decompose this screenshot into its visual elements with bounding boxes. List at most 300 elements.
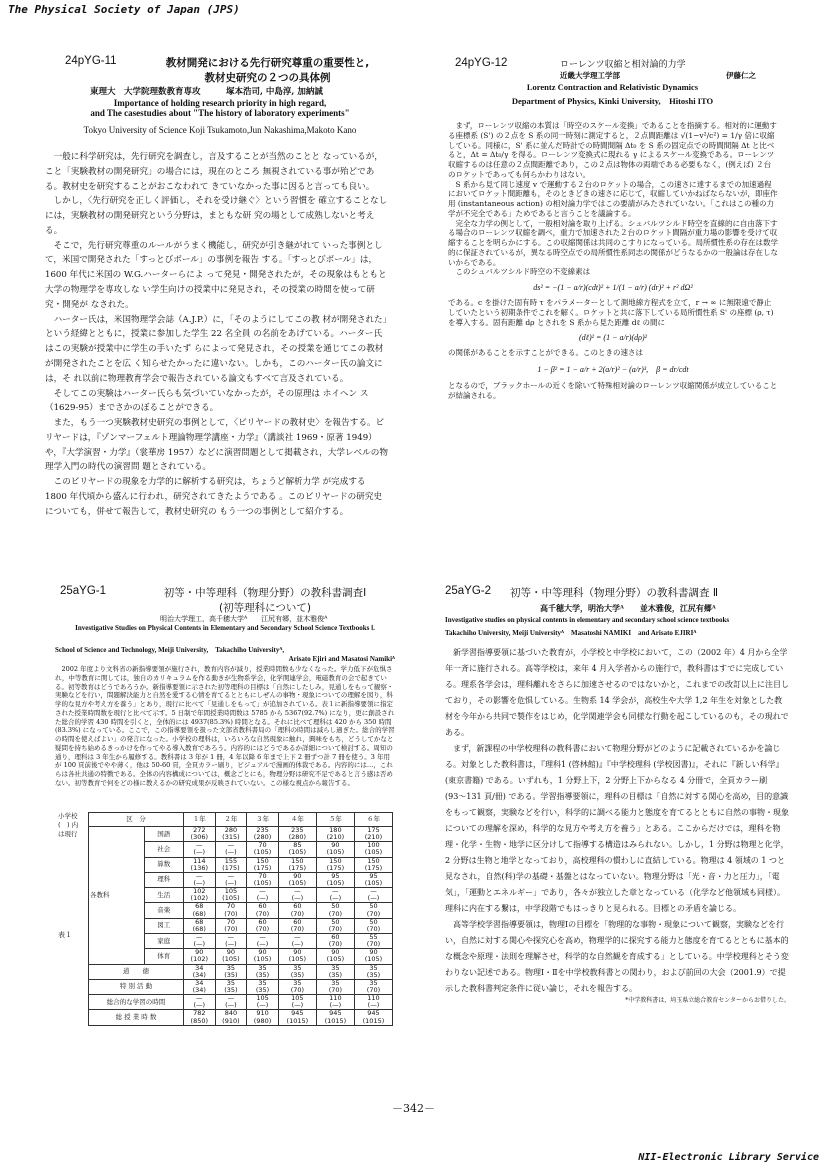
previous-hours: (105) — [326, 955, 345, 964]
abstract-title: ローレンツ収縮と相対論的力学 — [560, 60, 686, 70]
previous-hours: (—) — [367, 1001, 380, 1010]
value-cell — [215, 872, 247, 887]
table-header-row — [89, 813, 393, 827]
previous-hours: (35) — [224, 985, 238, 994]
current-hours: — — [227, 932, 235, 941]
current-hours: 35 — [258, 978, 267, 987]
current-hours: 235 — [256, 826, 269, 834]
current-hours: 70 — [226, 917, 236, 926]
previous-hours: (175) — [253, 863, 272, 872]
value-cell — [316, 964, 354, 979]
current-hours: 280 — [224, 826, 238, 834]
value-cell — [354, 888, 392, 903]
current-hours: 60 — [293, 917, 302, 926]
value-cell — [278, 888, 316, 903]
previous-hours: (70) — [328, 909, 343, 918]
current-hours: 55 — [369, 932, 378, 941]
current-hours: — — [259, 887, 266, 896]
previous-hours: (1015) — [362, 1016, 385, 1025]
value-cell — [354, 903, 392, 918]
footnote: *中学教科書は，埼玉県立総合教育センターからお借りした。 — [625, 997, 790, 1004]
previous-hours: (—) — [367, 894, 380, 903]
abstract-25aYG-2 — [440, 585, 795, 1085]
subject-cell: 体育 — [144, 949, 183, 964]
value-cell — [247, 1010, 279, 1025]
abstract-affiliation-en: Department of Physics, Kinki University, Hitoshi ITO — [511, 96, 714, 106]
current-hours: — — [227, 871, 235, 880]
current-hours: 90 — [195, 948, 204, 957]
previous-hours: (35) — [366, 970, 381, 979]
body-paragraph: 2002 年度より文科省の新指導要領が施行され，教育内容が減り，授業時間数も少なくなった。学力低下が危惧され，中等教育に関しては，独自のカリキュラムを作る動きが生物系学会，化学関連学会，電磁教育の会で起きている。初等教育はどうであろうか。新指導要領に示された初等理科の目標は「自然にしたしみ，見通しをもって観察・実験などを行い，問題解決能力と自然を愛する心情を育てるとともにしぜんの事物・現象についての理解を図り，科学的な見方や考え方を養う」とあり，現行に比べて「見通しをもって」が追加されている。表１に新指導要領に指定された授業時間数を現行と比べて示す。5 日制で年間授業時間数は 5785 から 5367(92.7%) になり，更に創設された総合的学習 430 時間を引くと，全体的には 4937(85.3%) 時間となる。それに比べて理科は 420 から 350 時間 (83.3%) になっている。ここで，この指導要領を扱った文部省教科書局の「理科の時間は減らし過ぎた。総合的学習の時間を使えばよい」の発言になった。小学校の理科は，いろいろな自然現象に触れ，興味をもち，どうしてかなと疑問を持ち始めるきっかけを作ってやる導入教育であろう。内容的にはどうであるか詳細について検討する。周知の通り，理科は 3 年生から履修する。教科書は 3 年が 1 冊，4 年以降 6 年まで上下 2 冊ずつ計 7 冊を使う。3 年用が 100 頁前後でやや薄く，他は 50-60 頁，全頁カラー刷り，ビジュアルで漫画的体裁である。内容的には…，これらは各社共通の特徴である。全体の内容構成については，概念ごとにも，物理分野は研究不足であると言う感は否めない。初等教育で何をどの様に教えるかの研究成果が反映されていない。この様な視点から報告する。 — [55, 665, 395, 787]
previous-hours: (910) — [222, 1016, 240, 1025]
abstract-affiliation-en: School of Science and Technology, Meiji University, Takachiho Universityᴬ, — [55, 646, 285, 654]
previous-hours: (105) — [288, 878, 307, 887]
value-cell — [316, 903, 354, 918]
abstract-title-en: Investigative Studies on Physical Contents in Elementary and Secondary School Science Textbooks Ⅰ. — [75, 624, 375, 632]
value-cell — [278, 949, 316, 964]
library-footer: NII-Electronic Library Service — [638, 1152, 819, 1163]
current-hours: — — [227, 994, 235, 1003]
body-paragraph: 高等学校学習指導要領は，物理Ⅰの目標を「物理的な事物・現象について観察，実験などを行い，自然に対する関心や探究心を高め，物理学的に探究する能力と態度を育てるとともに基本的な概念や原理・法則を理解させ，科学的な自然観を育成する」としている。中学校理科とそう変わりない記述である。物理Ⅰ・Ⅱを中学校教科書との関わり，および前回の大会（2001.9）で提示した教科書判定条件に従い論じ，それを報告する。 — [445, 920, 789, 993]
value-cell — [183, 995, 215, 1010]
value-cell — [247, 888, 279, 903]
previous-hours: (175) — [326, 863, 345, 872]
abstract-code: 25aYG-1 — [60, 585, 107, 597]
value-cell — [316, 949, 354, 964]
value-cell — [354, 857, 392, 872]
header-cell: ６年 — [354, 813, 392, 827]
current-hours: 945 — [367, 1009, 380, 1018]
previous-hours: (35) — [224, 970, 238, 979]
previous-hours: (105) — [222, 894, 240, 903]
previous-hours: (175) — [222, 863, 240, 872]
abstract-code: 24pYG-12 — [455, 57, 508, 69]
current-hours: 102 — [193, 887, 206, 896]
body-paragraph: そこで，先行研究尊重のルールがうまく機能し，研究が引き継がれて いった事例として，米国で開発された「すっとびボール」の事例を報告 する。「すっとびボール」は，1600 年代に米国の W.G.ハーターらによ って発見・開発されたが，その現象はもともと大学の物理学を専攻しな い学生向けの授業中に発見され，その授業の時間を使って研究・開発が なされた。 — [45, 240, 387, 310]
abstract-24pYG-12 — [440, 55, 785, 475]
table-row — [89, 827, 393, 842]
value-cell — [354, 872, 392, 887]
previous-hours: (—) — [225, 940, 237, 949]
previous-hours: (—) — [329, 1001, 342, 1010]
abstract-affiliation-en: Takachiho University, Meiji Universityᴬ Masatoshi NAMIKI and Arisato EJIRIᴬ — [445, 629, 697, 637]
current-hours: 35 — [331, 978, 340, 987]
value-cell — [278, 918, 316, 933]
subject-cell: 音楽 — [144, 903, 183, 918]
subject-cell: 図工 — [144, 918, 183, 933]
abstract-title-line2: 教材史研究の２つの具体例 — [204, 72, 331, 84]
previous-hours: (102) — [190, 955, 209, 964]
body-paragraph: まず，ローレンツ収縮の本質は「時空のスケール変換」であることを指摘する。相対的に運動する座標系 (S') の２点を S 系の同一時刻に測定すると，２点間距離は √(1−v²/c²) = 1/γ 倍に収縮している。同様に，S' 系に並んだ時計での時間間隔 Δt₀ を S 系の固定点での時間間隔 Δt と比べると，Δt = Δt₀/γ を得る。ローレンツ変換式に現れる γ によるスケール変換である。ローレンツ収縮するのは任意の２点間距離であり，この２点は物体の両端である必要もなく，(例えば) ２台のロケットであっても何らかわりはない。 — [448, 121, 777, 179]
row-label-cell: 総 授 業 時 数 — [89, 1010, 184, 1025]
previous-hours: (—) — [225, 848, 237, 857]
value-cell — [354, 918, 392, 933]
abstract-title-en: Investigative studies on physical contents in elementary and secondary school science textbooks — [445, 616, 730, 624]
current-hours: 35 — [226, 963, 236, 972]
value-cell — [183, 857, 215, 872]
previous-hours: (105) — [326, 848, 345, 857]
value-cell — [183, 979, 215, 994]
previous-hours: (70) — [328, 940, 343, 949]
current-hours: 175 — [367, 826, 380, 834]
current-hours: — — [370, 887, 377, 896]
previous-hours: (105) — [364, 848, 383, 857]
body-paragraph: しかし，〈先行研究を正しく評価し，それを受け継ぐ〉という習慣を 確立することなしには，実験教材の開発研究という分野は，まともな研 究の場として成熟しないと考える。 — [45, 196, 388, 236]
value-cell — [215, 964, 247, 979]
value-cell — [278, 827, 316, 842]
value-cell — [215, 827, 247, 842]
value-cell — [278, 1010, 316, 1025]
previous-hours: (105) — [253, 955, 272, 964]
previous-hours: (—) — [291, 894, 304, 903]
abstract-code: 25aYG-2 — [445, 585, 492, 597]
value-cell — [183, 872, 215, 887]
value-cell — [354, 842, 392, 857]
subject-cell: 理科 — [144, 872, 183, 887]
abstract-title-line1: 教材開発における先行研究尊重の重要性と, — [165, 57, 370, 69]
current-hours: — — [196, 841, 203, 850]
value-cell — [215, 857, 247, 872]
previous-hours: (105) — [288, 848, 307, 857]
abstract-authors: 東理大 大学院理数教育専攻 塚本浩司, 中島淳, 加納誠 — [90, 87, 323, 97]
abstract-authors: 明治大学理工，高千穂大学ᴬ 江尻有郷，並木雅俊ᴬ — [160, 615, 328, 623]
subject-cell: 家庭 — [144, 933, 183, 948]
current-hours: 910 — [256, 1009, 269, 1018]
previous-hours: (70) — [290, 909, 305, 918]
abstract-title-en-line1: Importance of holding research priority in high regard, — [113, 98, 327, 108]
previous-hours: (1015) — [324, 1016, 347, 1025]
current-hours: 782 — [193, 1009, 206, 1018]
value-cell — [183, 827, 215, 842]
previous-hours: (105) — [364, 955, 383, 964]
previous-hours: (—) — [329, 894, 342, 903]
previous-hours: (—) — [193, 878, 206, 887]
current-hours: 110 — [329, 994, 342, 1003]
value-cell — [247, 933, 279, 948]
value-cell — [316, 827, 354, 842]
abstract-title-line1: 初等・中等理科（物理分野）の教科書調査Ⅰ — [163, 587, 367, 599]
value-cell — [354, 933, 392, 948]
abstract-title-en-line2: and The casestudies about "The history of laboratory experiments" — [90, 108, 350, 118]
value-cell — [247, 842, 279, 857]
current-hours: 90 — [293, 948, 302, 957]
current-hours: 85 — [293, 841, 302, 850]
value-cell — [247, 827, 279, 842]
current-hours: — — [227, 841, 235, 850]
current-hours: — — [294, 887, 301, 896]
table-row — [89, 995, 393, 1010]
current-hours: 945 — [291, 1009, 304, 1018]
subject-cell: 国語 — [144, 827, 183, 842]
value-cell — [247, 964, 279, 979]
abstract-body — [445, 645, 790, 1005]
current-hours: 50 — [331, 917, 340, 926]
value-cell — [316, 979, 354, 994]
current-hours: 110 — [367, 994, 380, 1003]
previous-hours: (—) — [256, 894, 269, 903]
current-hours: 235 — [291, 826, 304, 834]
abstract-authors-en: Arisato Ejiri and Masatosi Namikiᴬ — [288, 655, 395, 663]
value-cell — [278, 995, 316, 1010]
value-cell — [316, 1010, 354, 1025]
value-cell — [183, 918, 215, 933]
previous-hours: (70) — [224, 909, 238, 918]
current-hours: 105 — [256, 994, 269, 1003]
current-hours: 95 — [331, 871, 340, 880]
body-paragraph: まず，新課程の中学校理科の教科書において物理分野がどのように記載されているかを論じる。対象とした教科書は，『理科1 (啓林館)』『中学校理科 (学校図書)』，それに『新しい科学』(東京書籍) である。いずれも，1 分野上下，2 分野上下からなる 4 分冊で，全頁カラー刷 (93〜131 頁/冊) である。学習指導要領に，理科の目標は「自然に対する関心を高め，目的意識をもって観察，実験などを行い，科学的に調べる能力と態度を育てるとともに自然の事物・現象についての理解を深め，科学的な見方や考え方を養う」とある。ここからだけでは，理科を物理・化学・生物・地学に区分けして指導する構造はみられない。しかし，1 分野は物理と化学，2 分野は生物と地学となっており，高校理科の慣わしに直結している。物理は 4 領域の 1 つと見なされ，自然(科)学の基礎・基盤とはなっていない。物理分野は「光・音・力と圧力」，「電気」，「運動とエネルギー」であり，各々が独立した章となっている（化学など他領域も同様）。理科に内在する繋は，中学段階でもはっきりと見られる。目標との矛盾を論じる。 — [445, 744, 789, 913]
previous-hours: (850) — [190, 1016, 209, 1025]
row-label-cell: 特 別 活 動 — [89, 979, 184, 994]
previous-hours: (70) — [366, 985, 381, 994]
current-hours: 60 — [331, 932, 340, 941]
equation-line-element: ds² = −(1 − a/r)(cdt)² + 1/(1 − a/r) (dr)² + r² dΩ² — [533, 283, 693, 292]
previous-hours: (105) — [253, 848, 272, 857]
value-cell — [215, 933, 247, 948]
value-cell — [316, 857, 354, 872]
row-label-cell: 総合的な学習の時間 — [89, 995, 184, 1010]
value-cell — [278, 857, 316, 872]
abstract-authors: 高千穂大学，明治大学ᴬ 並木雅俊，江尻有郷ᴬ — [540, 603, 716, 613]
value-cell — [278, 842, 316, 857]
current-hours: — — [196, 871, 203, 880]
value-cell — [354, 1010, 392, 1025]
body-paragraph: 完全な力学の例として，一般相対論を取り上げる。シュバルツシルド時空を直線的に自由落下する場合のローレンツ収縮を調べ，重力で加速された２台のロケット間隔が重力場の影響を受けて収縮することを明らかにする。この収縮関係は共同のこすりになっている。局所慣性系の存在は数学的に保証されているが，異なる時空点での局所慣性系同志の関係がどうなるかの一般論は存在しないからである。 — [448, 218, 778, 267]
current-hours: 90 — [258, 948, 267, 957]
previous-hours: (280) — [288, 833, 307, 842]
current-hours: — — [196, 994, 203, 1003]
table-row — [89, 1010, 393, 1025]
previous-hours: (—) — [225, 878, 237, 887]
value-cell — [183, 903, 215, 918]
table-left-label: 小学校 ( ) 内 は現行 — [58, 812, 79, 839]
header-cell: ４年 — [278, 813, 316, 827]
value-cell — [316, 842, 354, 857]
current-hours: 90 — [331, 841, 340, 850]
previous-hours: (35) — [255, 985, 270, 994]
body-paragraph: 一般に科学研究は，先行研究を調査し，言及することが当然のことと なっているが，こと「実験教材の開発研究」の場合には，現在のところ 無視されている事が殆どである。教材史を研究することがおこなわれて きていなかった事に因ると言っても良い。 — [45, 152, 383, 192]
current-hours: 105 — [224, 887, 238, 896]
abstract-title-en: Lorentz Contraction and Relativistic Dynamics — [526, 82, 699, 92]
abstract-body — [55, 665, 395, 788]
previous-hours: (306) — [190, 833, 209, 842]
value-cell — [215, 903, 247, 918]
body-paragraph: そしてこの実験はハーター氏らも気づいていなかったが，その原理は ホイヘン ス（1629-95）までさかのぼることができる。 — [45, 388, 369, 414]
current-hours: 150 — [367, 856, 380, 865]
current-hours: 272 — [193, 826, 206, 834]
current-hours: 50 — [369, 902, 378, 911]
abstract-affiliation-en: Tokyo University of Science Koji Tsukamoto,Jun Nakashima,Makoto Kano — [83, 125, 357, 135]
previous-hours: (35) — [255, 970, 270, 979]
value-cell — [215, 1010, 247, 1025]
subject-cell: 生活 — [144, 888, 183, 903]
current-hours: 68 — [195, 902, 204, 911]
value-cell — [215, 918, 247, 933]
current-hours: 945 — [329, 1009, 342, 1018]
current-hours: 35 — [369, 978, 378, 987]
current-hours: 60 — [258, 917, 267, 926]
value-cell — [354, 979, 392, 994]
current-hours: 50 — [331, 902, 340, 911]
body-paragraph: の関係があることを示すことができる。このときの速さは — [448, 348, 643, 358]
table-row — [89, 964, 393, 979]
previous-hours: (70) — [255, 909, 270, 918]
abstract-body — [448, 121, 778, 401]
value-cell — [215, 842, 247, 857]
value-cell — [183, 933, 215, 948]
value-cell — [247, 995, 279, 1010]
value-cell — [247, 903, 279, 918]
abstract-body — [45, 150, 390, 520]
previous-hours: (102) — [190, 894, 209, 903]
current-hours: 150 — [291, 856, 304, 865]
current-hours: 70 — [258, 841, 267, 850]
previous-hours: (280) — [253, 833, 272, 842]
previous-hours: (70) — [224, 924, 238, 933]
previous-hours: (68) — [192, 909, 206, 918]
previous-hours: (70) — [366, 940, 381, 949]
abstract-24pYG-11 — [40, 55, 400, 555]
current-hours: 150 — [329, 856, 342, 865]
previous-hours: (136) — [190, 863, 209, 872]
subject-cell: 算数 — [144, 857, 183, 872]
abstract-title-line2: (初等理科について) — [219, 602, 311, 614]
value-cell — [354, 995, 392, 1010]
value-cell — [183, 888, 215, 903]
current-hours: — — [332, 887, 339, 896]
current-hours: 90 — [293, 871, 302, 880]
current-hours: 50 — [369, 917, 378, 926]
current-hours: 70 — [258, 871, 267, 880]
abstract-affiliation: 近畿大学理工学部 — [560, 71, 620, 80]
table-caption: 表１ — [58, 931, 72, 939]
previous-hours: (1015) — [286, 1016, 309, 1025]
row-label-cell: 道 徳 — [89, 964, 184, 979]
value-cell — [215, 949, 247, 964]
current-hours: 35 — [293, 978, 302, 987]
header-cell: ５年 — [316, 813, 354, 827]
previous-hours: (315) — [222, 833, 240, 842]
current-hours: 60 — [258, 902, 267, 911]
journal-header: The Physical Society of Japan (JPS) — [8, 3, 240, 16]
current-hours: 35 — [258, 963, 267, 972]
current-hours: 180 — [329, 826, 342, 834]
current-hours: 70 — [226, 902, 236, 911]
page-number: －342－ — [392, 1102, 435, 1115]
previous-hours: (105) — [222, 955, 240, 964]
value-cell — [354, 827, 392, 842]
value-cell — [278, 933, 316, 948]
current-hours: 114 — [193, 856, 206, 865]
previous-hours: (175) — [364, 863, 383, 872]
current-hours: 35 — [369, 963, 378, 972]
value-cell — [247, 949, 279, 964]
body-paragraph: S 系から見て同じ速度 v で運動する２台のロケットの場合，この速さに達するまでの加速過程においてロケット間距離も，そのときどきの速さに応じて，収縮していかねばならないが，即座作用 (instantaneous action) の相対論力学ではこの要請がみたされていない。「これはこの種の力学が不完全である」ためであると言うことを議論する。 — [448, 179, 778, 218]
previous-hours: (105) — [253, 878, 272, 887]
previous-hours: (210) — [364, 833, 383, 842]
current-hours: 90 — [331, 948, 340, 957]
current-hours: 105 — [291, 994, 304, 1003]
equation-proper-distance: (dℓ)² = (1 − a/r)(dρ)² — [578, 333, 648, 343]
value-cell — [316, 918, 354, 933]
value-cell — [278, 979, 316, 994]
value-cell — [316, 888, 354, 903]
abstract-code: 24pYG-11 — [65, 55, 117, 67]
previous-hours: (—) — [256, 1001, 269, 1010]
value-cell — [215, 979, 247, 994]
previous-hours: (70) — [366, 909, 381, 918]
current-hours: — — [259, 932, 266, 941]
body-paragraph: ハーター氏は，米国物理学会誌（A.J.P.）に，「そのようにしてこの教 材が開発された」という経緯とともに，授業に参加した学生 22 名全員 の名前をあげている。ハーター氏はこの実験が授業中に学生の手いたず らによって発見され，その授業を通じてこの教材が開発されたことを広 く知らせたかったに違いない。しかも，このハーター氏の論文には，そ れ以前に物理教育学会で報告されている論文もすべて言及されている。 — [45, 314, 387, 384]
value-cell — [354, 949, 392, 964]
body-paragraph: となるので，ブラックホールの近くを除いて特殊相対論のローレンツ収縮関係が成立していることが結論される。 — [448, 381, 778, 400]
current-hours: 155 — [224, 856, 238, 865]
current-hours: 35 — [226, 978, 236, 987]
current-hours: 35 — [293, 963, 302, 972]
value-cell — [278, 903, 316, 918]
previous-hours: (35) — [328, 970, 343, 979]
body-paragraph: である。c を掛けた固有時 τ をパラメーターとして測地線方程式を立て，r → ∞ に無限遠で静止していたという初期条件でこれを解く。ロケットと共に落下している局所慣性系 S' の座標 (ρ, τ) を導入する。固有距離 dρ とされを S 系から見た距離 dℓ の間に — [448, 298, 774, 327]
previous-hours: (105) — [326, 878, 345, 887]
current-hours: 840 — [224, 1009, 238, 1018]
previous-hours: (35) — [290, 970, 305, 979]
current-hours: 90 — [226, 948, 236, 957]
previous-hours: (105) — [364, 878, 383, 887]
previous-hours: (—) — [225, 1001, 237, 1010]
table-row — [89, 979, 393, 994]
previous-hours: (—) — [193, 940, 206, 949]
value-cell — [278, 964, 316, 979]
value-cell — [183, 949, 215, 964]
group-label-cell: 各教科 — [89, 827, 145, 965]
previous-hours: (175) — [288, 863, 307, 872]
previous-hours: (70) — [366, 924, 381, 933]
abstract-author: 伊藤仁之 — [726, 71, 756, 80]
previous-hours: (70) — [328, 924, 343, 933]
previous-hours: (68) — [192, 924, 206, 933]
previous-hours: (—) — [256, 940, 269, 949]
previous-hours: (—) — [291, 1001, 304, 1010]
value-cell — [247, 857, 279, 872]
body-paragraph: 新学習指導要領に基づいた教育が，小学校と中学校において，この（2002 年）4 月から全学年一斉に施行される。高等学校は，来年 4 月入学者からの施行で，教科書はすでに完成している。理系各学会は，理科離れをさらに加速させるのではないかと，これまでの改訂以上に注目しており，その影響を危惧している。生物系 14 学会が，高校生や大学 1,2 年生を対象とした教材を今年から共同で製作をはじめ，化学関連学会も同様な行動を起こしているのも，その現れである。 — [445, 648, 789, 737]
equation-velocity: 1 − β² = 1 − a/r + 2(a/r)² − (a/r)³, β = dr/cdt — [537, 365, 689, 374]
body-paragraph: このシュバルツシルド時空の不変線素は — [455, 267, 591, 277]
header-cell: ２年 — [215, 813, 247, 827]
previous-hours: (34) — [192, 985, 206, 994]
current-hours: 90 — [369, 948, 378, 957]
current-hours: 34 — [195, 963, 204, 972]
value-cell — [215, 888, 247, 903]
subject-cell: 社会 — [144, 842, 183, 857]
current-hours: 34 — [195, 978, 204, 987]
previous-hours: (980) — [253, 1016, 272, 1025]
value-cell — [316, 872, 354, 887]
value-cell — [183, 1010, 215, 1025]
header-cell: ３年 — [247, 813, 279, 827]
header-cell: 区 分 — [89, 813, 184, 827]
previous-hours: (105) — [288, 955, 307, 964]
previous-hours: (70) — [255, 924, 270, 933]
value-cell — [183, 842, 215, 857]
current-hours: 35 — [331, 963, 340, 972]
previous-hours: (70) — [328, 985, 343, 994]
previous-hours: (70) — [290, 924, 305, 933]
header-cell: １年 — [183, 813, 215, 827]
curriculum-hours-table — [88, 812, 393, 1026]
value-cell — [354, 964, 392, 979]
previous-hours: (—) — [193, 848, 206, 857]
current-hours: 60 — [293, 902, 302, 911]
current-hours: — — [294, 932, 301, 941]
